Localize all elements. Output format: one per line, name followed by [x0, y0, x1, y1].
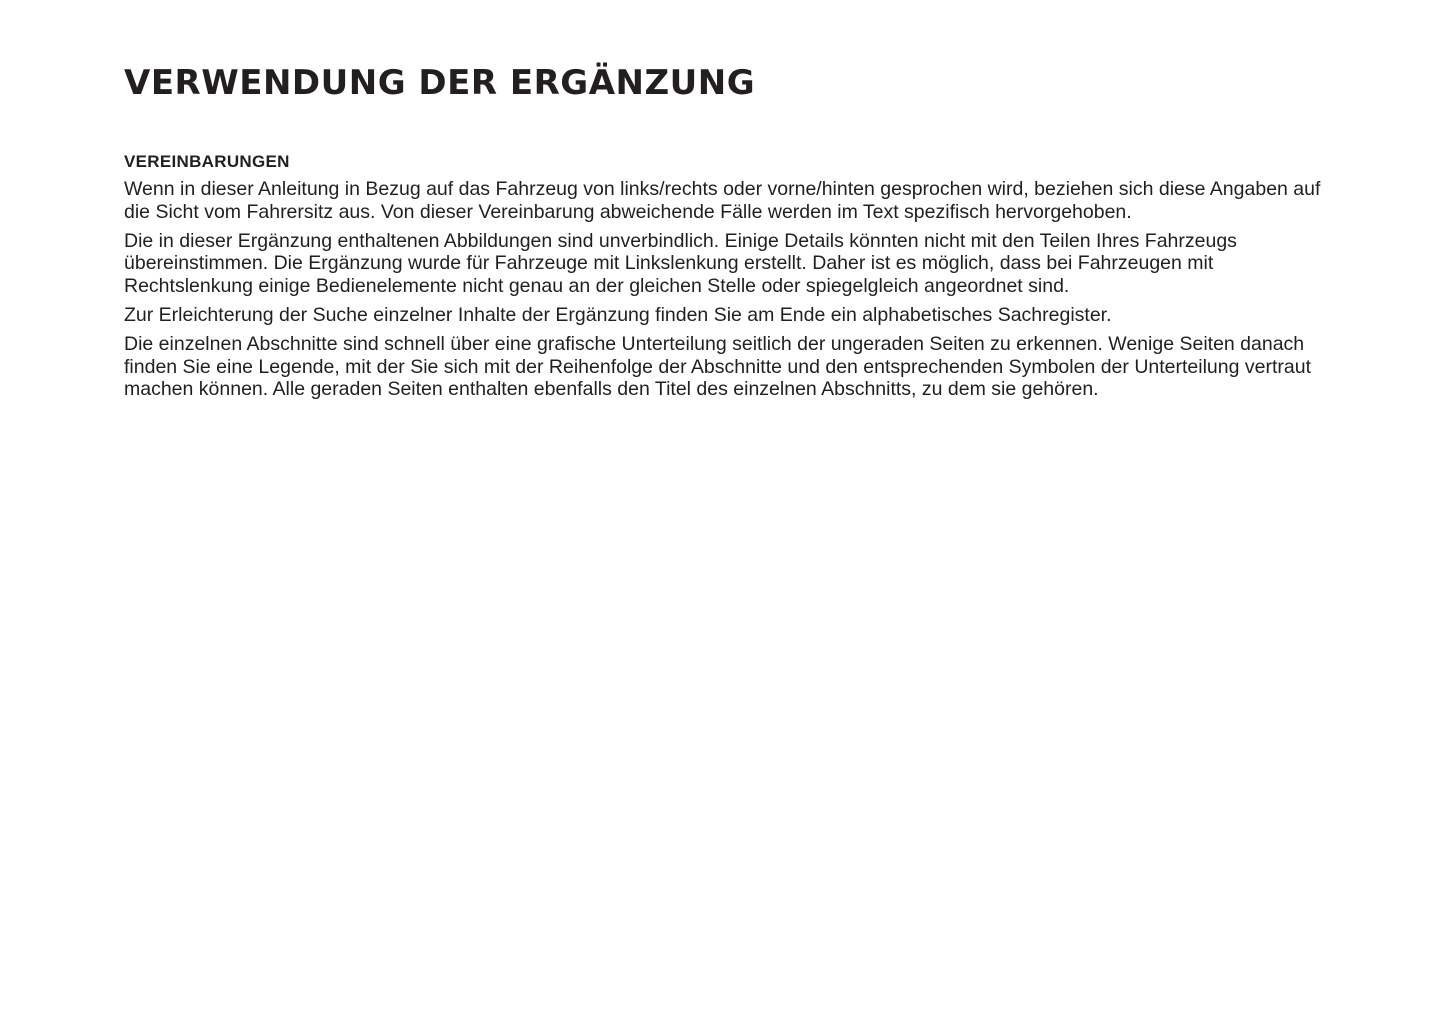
paragraph-orientation: Wenn in dieser Anleitung in Bezug auf das Fahrzeug von links/rechts oder vorne/hinten gesprochen wird, beziehen sich diese Angaben auf die Sicht vom Fahrersitz aus. Von dieser Vereinbarung abweichende Fälle werden im Text spezifisch hervorgehoben. — [124, 178, 1321, 223]
section-heading: VEREINBARUNGEN — [124, 152, 290, 171]
paragraph-sections: Die einzelnen Abschnitte sind schnell über eine grafische Unterteilung seitlich der ungeraden Seiten zu erkennen. Wenige Seiten danach finden Sie eine Legende, mit der Sie sich mit der Reihenfolge der Abschnitte und den entsprechenden Symbolen der Unterteilung vertraut machen können. Alle geraden Seiten enthalten ebenfalls den Titel des einzelnen Abschnitts, zu dem sie gehören. — [124, 332, 1311, 401]
document-page — [124, 60, 1324, 401]
paragraph-index: Zur Erleichterung der Suche einzelner Inhalte der Ergänzung finden Sie am Ende ein alphabetisches Sachregister. — [124, 303, 1112, 326]
page-title: VERWENDUNG DER ERGÄNZUNG — [124, 63, 756, 103]
paragraph-illustrations: Die in dieser Ergänzung enthaltenen Abbildungen sind unverbindlich. Einige Details könnten nicht mit den Teilen Ihres Fahrzeugs übereinstimmen. Die Ergänzung wurde für Fahrzeuge mit Linkslenkung erstellt. Daher ist es möglich, dass bei Fahrzeugen mit Rechtslenkung einige Bedienelemente nicht genau an der gleichen Stelle oder spiegelgleich angeordnet sind. — [124, 229, 1237, 298]
